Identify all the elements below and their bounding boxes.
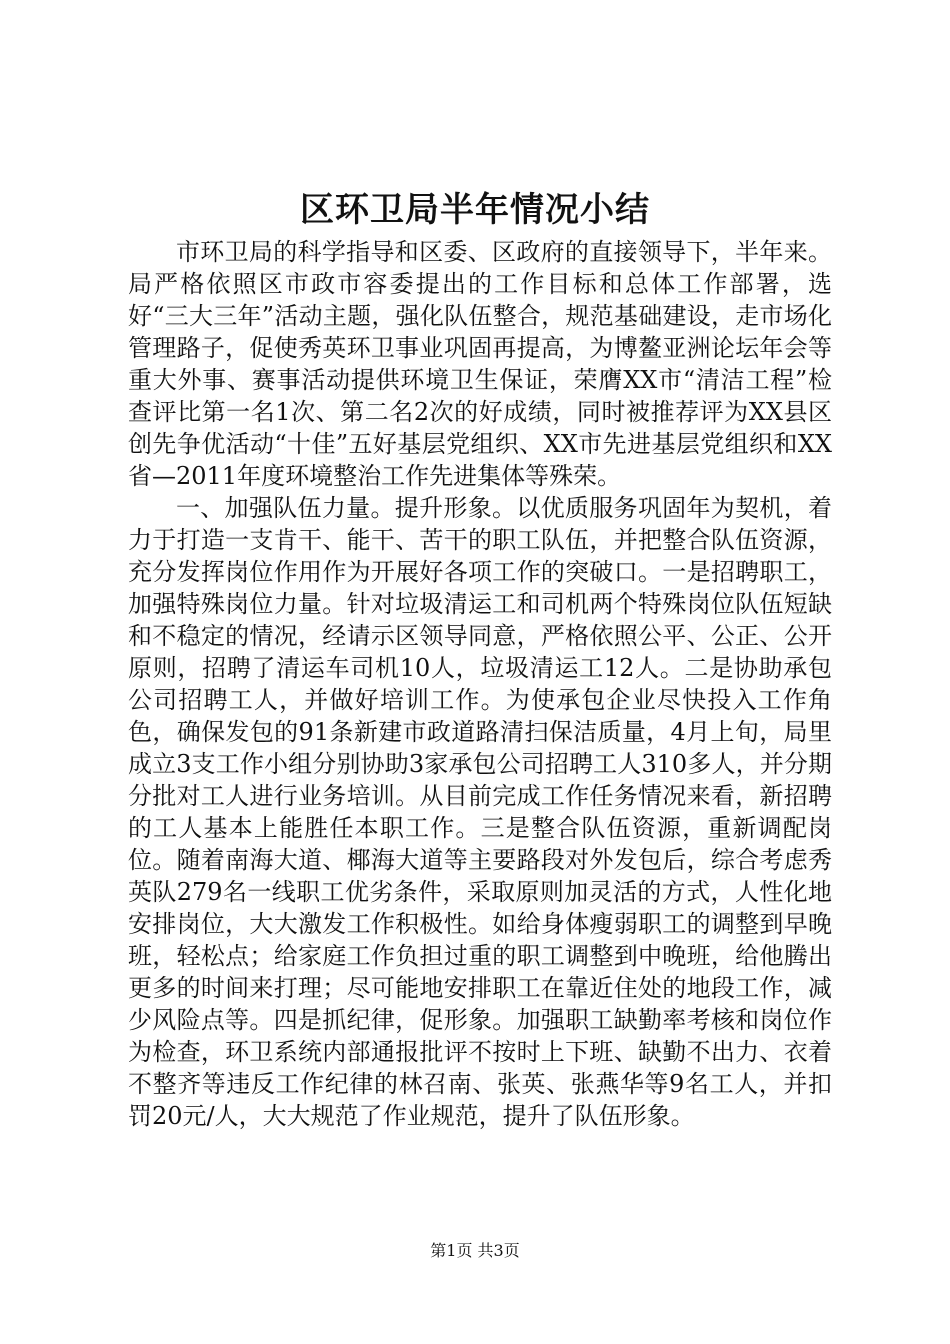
page-number-footer: 第1页 共3页 (430, 1241, 520, 1260)
paragraph-section-one: 一、加强队伍力量。提升形象。以优质服务巩固年为契机，着力于打造一支肯干、能干、苦干的职工队伍，并把整合队伍资源，充分发挥岗位作用作为开展好各项工作的突破口。一是招聘职工，加强特殊岗位力量。针对垃圾清运工和司机两个特殊岗位队伍短缺和不稳定的情况，经请示区领导同意，严格依照公平、公正、公开原则，招聘了清运车司机10人，垃圾清运工12人。二是协助承包公司招聘工人，并做好培训工作。为使承包企业尽快投入工作角色，确保发包的91条新建市政道路清扫保洁质量，4月上旬，局里成立3支工作小组分别协助3家承包公司招聘工人310多人，并分期分批对工人进行业务培训。从目前完成工作任务情况来看，新招聘的工人基本上能胜任本职工作。三是整合队伍资源，重新调配岗位。随着南海大道、椰海大道等主要路段对外发包后，综合考虑秀英队279名一线职工优劣条件，采取原则加灵活的方式，人性化地安排岗位，大大激发工作积极性。如给身体瘦弱职工的调整到早晚班，轻松点；给家庭工作负担过重的职工调整到中晚班，给他腾出更多的时间来打理；尽可能地安排职工在靠近住处的地段工作，减少风险点等。四是抓纪律，促形象。加强职工缺勤率考核和岗位作为检查，环卫系统内部通报批评不按时上下班、缺勤不出力、衣着不整齐等违反工作纪律的林召南、张英、张燕华等9名工人，并扣罚20元/人，大大规范了作业规范，提升了队伍形象。 (128, 494, 832, 1130)
document-body (128, 236, 832, 1132)
paragraph-intro: 市环卫局的科学指导和区委、区政府的直接领导下，半年来。局严格依照区市政市容委提出的工作目标和总体工作部署，选好“三大三年”活动主题，强化队伍整合，规范基础建设，走市场化管理路子，促使秀英环卫事业巩固再提高，为博鳌亚洲论坛年会等重大外事、赛事活动提供环境卫生保证，荣膺XX市“清洁工程”检查评比第一名1次、第二名2次的好成绩，同时被推荐评为XX县区创先争优活动“十佳”五好基层党组织、XX市先进基层党组织和XX省—2011年度环境整治工作先进集体等殊荣。 (128, 238, 832, 490)
document-title: 区环卫局半年情况小结 (300, 190, 650, 230)
